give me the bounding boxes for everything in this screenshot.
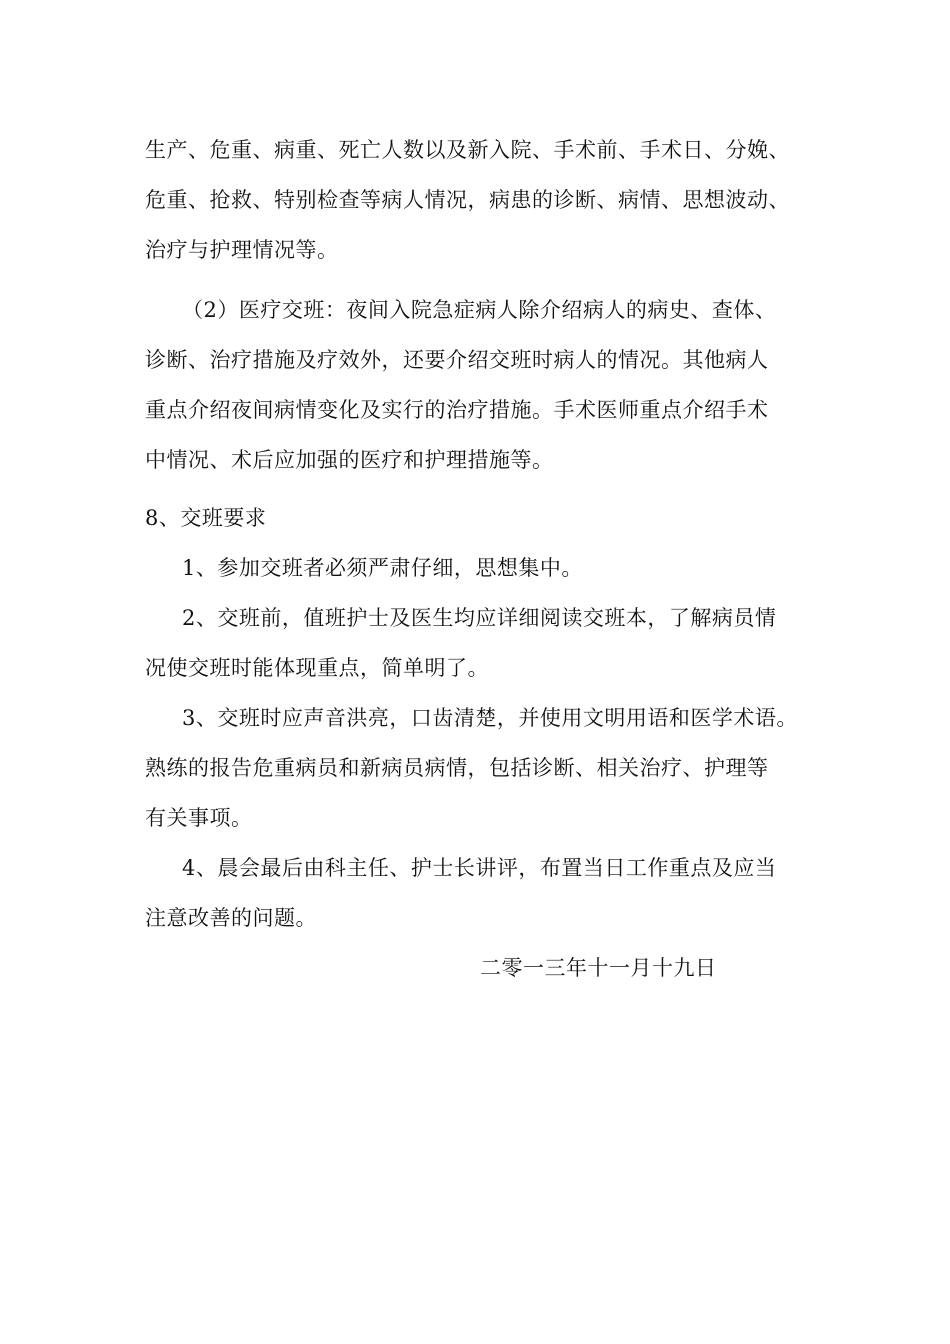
list-item: 3、交班时应声音洪亮，口齿清楚，并使用文明用语和医学术语。 (182, 706, 798, 730)
text-line: 重点介绍夜间病情变化及实行的治疗措施。手术医师重点介绍手术 (145, 398, 769, 422)
section-heading: 8、交班要求 (145, 506, 267, 530)
text-line: 有关事项。 (145, 806, 253, 830)
text-line: （2）医疗交班：夜间入院急症病人除介绍病人的病史、查体、 (182, 298, 777, 322)
document-date: 二零一三年十一月十九日 (480, 956, 717, 980)
text-line: 注意改善的问题。 (145, 906, 317, 930)
text-line: 生产、危重、病重、死亡人数以及新入院、手术前、手术日、分娩、 (145, 138, 790, 162)
text-line: 危重、抢救、特别检查等病人情况，病患的诊断、病情、思想波动、 (145, 188, 790, 212)
list-item: 2、交班前，值班护士及医生均应详细阅读交班本，了解病员情 (182, 606, 777, 630)
text-line: 熟练的报告危重病员和新病员病情，包括诊断、相关治疗、护理等 (145, 756, 769, 780)
text-line: 中情况、术后应加强的医疗和护理措施等。 (145, 448, 554, 472)
list-item: 4、晨会最后由科主任、护士长讲评，布置当日工作重点及应当 (182, 856, 777, 880)
list-item: 1、参加交班者必须严肃仔细，思想集中。 (182, 556, 583, 580)
text-line: 治疗与护理情况等。 (145, 238, 339, 262)
text-line: 诊断、治疗措施及疗效外，还要介绍交班时病人的情况。其他病人 (145, 348, 769, 372)
text-line: 况使交班时能体现重点，简单明了。 (145, 656, 489, 680)
